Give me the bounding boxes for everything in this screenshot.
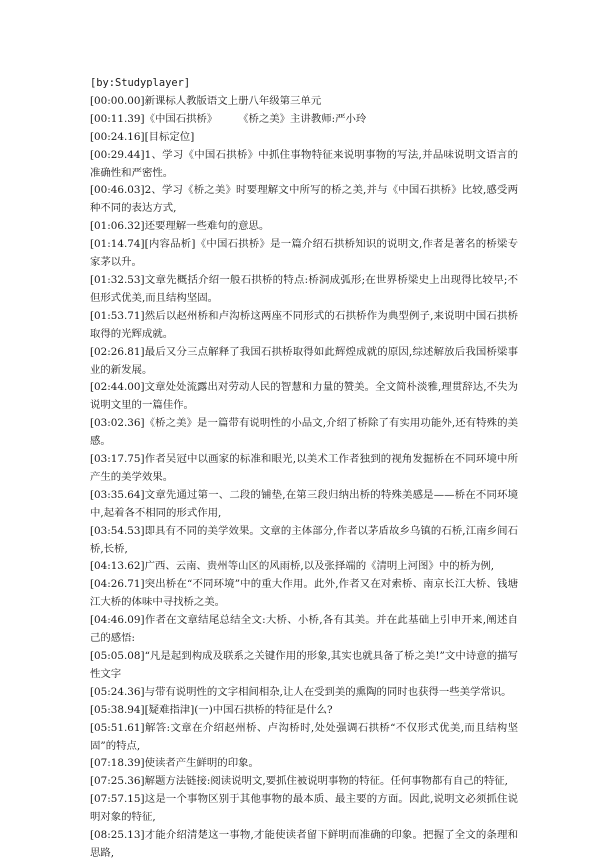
lyric-line: [05:05.08]“凡是起到构成及联系之关键作用的形象,其实也就具备了桥之美!”文中诗意的描写性文字	[90, 650, 518, 680]
lyric-line: [03:17.75]作者吴冠中以画家的标准和眼光,以美术工作者独到的视角发掘桥在不同环境中所产生的美学效果。	[90, 453, 518, 483]
lyric-line: [07:18.39]使读者产生鲜明的印象。	[90, 757, 259, 770]
lyric-line: [01:06.32]还要理解一些难句的意思。	[90, 220, 270, 233]
lyric-line: [04:13.62]广西、云南、贵州等山区的风雨桥,以及张择端的《清明上河图》中的桥为例,	[90, 560, 495, 573]
lyric-line: [05:24.36]与带有说明性的文字相间相杂,让人在受到美的熏陶的同时也获得一些美学常识。	[90, 685, 512, 698]
lyric-line: [00:29.44]1、学习《中国石拱桥》中抓住事物特征来说明事物的写法,并品味说明文语言的准确性和严密性。	[90, 148, 518, 179]
document-body	[90, 75, 518, 863]
lyric-line: [01:53.71]然后以赵州桥和卢沟桥这两座不同形式的石拱桥作为典型例子,来说明中国石拱桥取得的光辉成就。	[90, 309, 518, 340]
header-tag: [by:Studyplayer]	[90, 77, 191, 89]
lyric-line: [07:57.15]这是一个事物区别于其他事物的最本质、最主要的方面。因此,说明文必须抓住说明对象的特征,	[90, 793, 518, 824]
lyric-line: [05:38.94][疑难指津](一)中国石拱桥的特征是什么?	[90, 703, 333, 716]
lyric-line: [01:14.74][内容品析]《中国石拱桥》是一篇介绍石拱桥知识的说明文,作者是著名的桥梁专家茅以升。	[90, 238, 518, 269]
lyric-line: [05:51.61]解答:文章在介绍赵州桥、卢沟桥时,处处强调石拱桥“不仅形式优美,而且结构坚固”的特点,	[90, 721, 518, 752]
lyric-line: [03:54.53]即具有不同的美学效果。文章的主体部分,作者以茅盾故乡乌镇的石桥,江南乡间石桥,长桥,	[90, 524, 518, 555]
lyric-line: [00:24.16][目标定位]	[90, 130, 195, 143]
lyric-line: [04:46.09]作者在文章结尾总结全文:大桥、小桥,各有其美。并在此基础上引申开来,阐述自己的感悟:	[90, 614, 518, 645]
lyric-line: [03:02.36]《桥之美》是一篇带有说明性的小品文,介绍了桥除了有实用功能外,还有特殊的美感。	[90, 417, 518, 448]
lyric-line: [02:26.81]最后又分三点解释了我国石拱桥取得如此辉煌成就的原因,综述解放后我国桥梁事业的新发展。	[90, 345, 518, 376]
lyric-line: [02:44.00]文章处处流露出对劳动人民的智慧和力量的赞美。全文简朴淡雅,理贯辞达,不失为说明文里的一篇佳作。	[90, 381, 518, 412]
lyric-line: [00:11.39]《中国石拱桥》 《桥之美》主讲教师:严小玲	[90, 112, 367, 125]
lyric-line: [04:26.71]突出桥在“不同环境”中的重大作用。此外,作者又在对索桥、南京长江大桥、钱塘江大桥的体味中寻找桥之美。	[90, 578, 518, 609]
lyric-line: [00:00.00]新课标人教版语文上册八年级第三单元	[90, 94, 322, 107]
lyric-line: [03:35.64]文章先通过第一、二段的铺垫,在第三段归纳出桥的特殊美感是——桥在不同环境中,起着各不相同的形式作用,	[90, 488, 518, 519]
lyric-line: [00:46.03]2、学习《桥之美》时要理解文中所写的桥之美,并与《中国石拱桥》比较,感受两种不同的表达方式,	[90, 184, 518, 215]
lyric-line: [07:25.36]解题方法链接:阅读说明文,要抓住被说明事物的特征。任何事物都有自己的特征,	[90, 775, 508, 788]
lyric-line: [08:25.13]才能介绍清楚这一事物,才能使读者留下鲜明而准确的印象。把握了全文的条理和思路,	[90, 829, 518, 859]
lyric-line: [01:32.53]文章先概括介绍一般石拱桥的特点:桥洞成弧形;在世界桥梁史上出现得比较早;不但形式优美,而且结构坚固。	[90, 273, 518, 304]
